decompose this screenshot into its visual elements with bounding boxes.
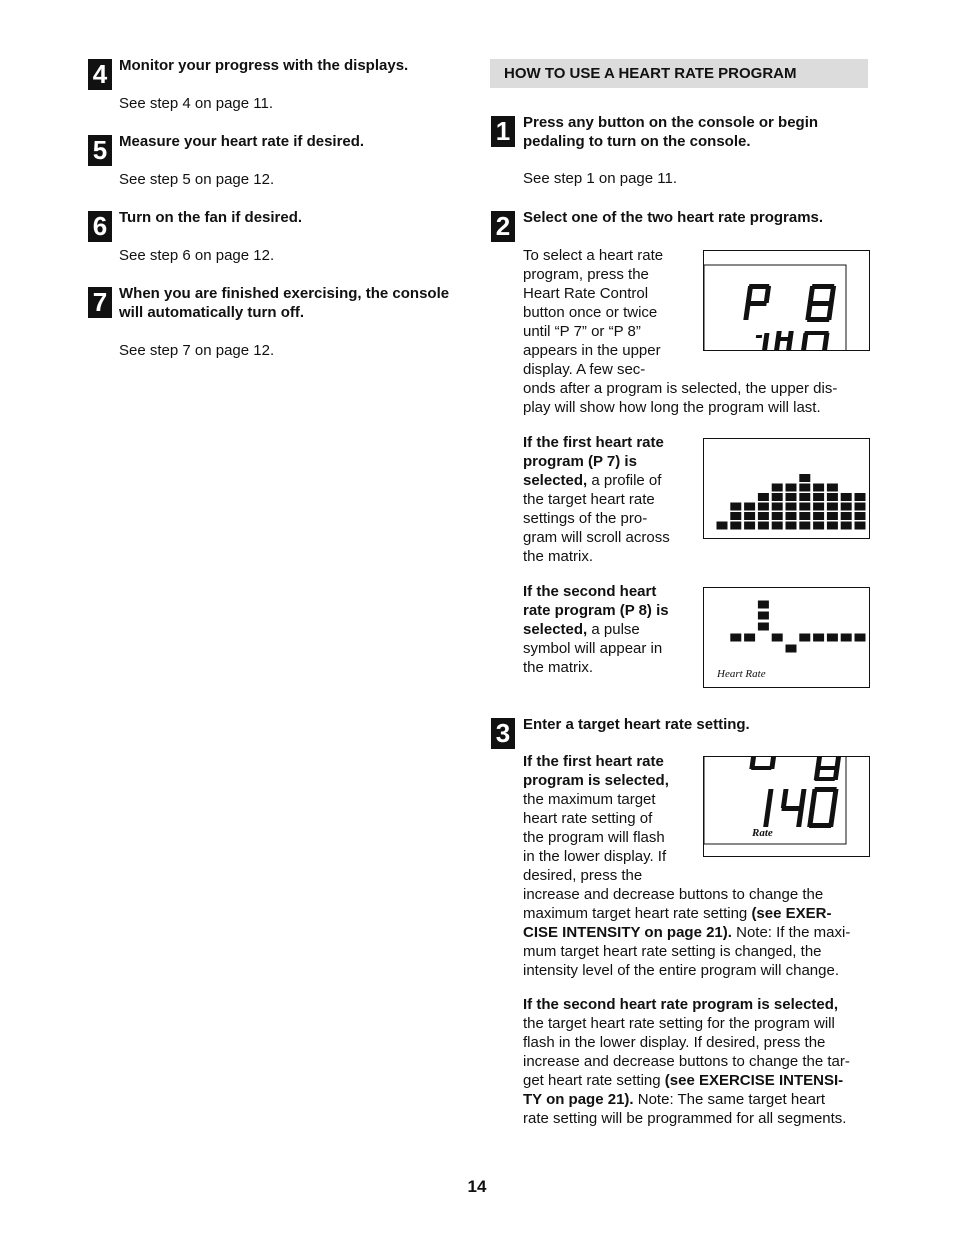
step-4-title: Monitor your progress with the displays. xyxy=(119,57,409,74)
step-6-body: See step 6 on page 12. xyxy=(119,247,275,264)
matrix-cell xyxy=(826,493,838,502)
text-run: selected, xyxy=(523,472,588,489)
text-run: (see EXERCISE INTENSI- xyxy=(664,1072,844,1089)
matrix-cell xyxy=(840,502,852,511)
text-run: TY on page 21). xyxy=(523,1091,634,1108)
text-line: program is selected, xyxy=(523,772,669,789)
text-run: (see EXER- xyxy=(751,905,832,922)
step-3-title: Enter a target heart rate setting. xyxy=(523,716,750,733)
step-5-title: Measure your heart rate if desired. xyxy=(119,133,365,150)
text-line: until “P 7” or “P 8” xyxy=(523,323,641,340)
step-7-title-line1: When you are finished exercising, the console xyxy=(119,285,450,302)
matrix-cell xyxy=(744,633,756,642)
matrix-cell xyxy=(716,521,728,530)
matrix-cell xyxy=(785,521,797,530)
matrix-cell xyxy=(771,512,783,521)
matrix-cell xyxy=(813,493,825,502)
matrix-cell xyxy=(744,512,756,521)
step-1-body: See step 1 on page 11. xyxy=(523,170,678,187)
text-line: display. A few sec- xyxy=(523,361,646,378)
matrix-cell xyxy=(840,633,852,642)
matrix-cell xyxy=(730,633,742,642)
step-2-title: Select one of the two heart rate programs. xyxy=(523,209,824,226)
text-run: selected, xyxy=(523,621,588,638)
matrix-profile-graphic xyxy=(704,439,869,538)
console-display-140 xyxy=(703,756,870,857)
text-run: a profile of xyxy=(587,472,662,489)
text-line: the matrix. xyxy=(523,548,594,565)
matrix-cell xyxy=(826,512,838,521)
text-line: heart rate setting of xyxy=(523,810,653,827)
text-line: onds after a program is selected, the upper dis- xyxy=(523,380,838,397)
text-line: mum target heart rate setting is changed, the xyxy=(523,943,822,960)
step-5-body: See step 5 on page 12. xyxy=(119,171,275,188)
matrix-cell xyxy=(854,633,866,642)
matrix-cell xyxy=(771,521,783,530)
step-number-6: 6 xyxy=(88,211,112,242)
matrix-cell xyxy=(771,493,783,502)
matrix-label: Heart Rate xyxy=(717,668,766,680)
matrix-cell xyxy=(826,483,838,492)
matrix-cell xyxy=(799,633,811,642)
text-line: the matrix. xyxy=(523,659,594,676)
matrix-cell xyxy=(771,633,783,642)
matrix-cell xyxy=(813,502,825,511)
matrix-cell xyxy=(757,502,769,511)
matrix-cell xyxy=(840,493,852,502)
text-line xyxy=(523,904,850,923)
matrix-cell xyxy=(744,502,756,511)
step-7-body: See step 7 on page 12. xyxy=(119,342,275,359)
step-3-paragraph-2 xyxy=(523,995,850,1128)
text-line: Heart Rate Control xyxy=(523,285,649,302)
step-7-title-line2: will automatically turn off. xyxy=(119,304,305,321)
text-line: flash in the lower display. If desired, press the xyxy=(523,1034,826,1051)
text-line xyxy=(523,1071,850,1090)
text-run: Note: The same target heart xyxy=(633,1091,826,1108)
text-line xyxy=(523,923,850,942)
matrix-cell xyxy=(799,521,811,530)
matrix-cell xyxy=(785,502,797,511)
text-line: appears in the upper xyxy=(523,342,661,359)
text-line: If the first heart rate xyxy=(523,434,664,451)
matrix-cell xyxy=(854,521,866,530)
step-number-3: 3 xyxy=(491,718,515,749)
text-line: the target heart rate xyxy=(523,491,655,508)
text-line: To select a heart rate xyxy=(523,247,664,264)
step-1-title-line2: pedaling to turn on the console. xyxy=(523,133,751,150)
text-line: increase and decrease buttons to change the xyxy=(523,886,824,903)
text-line xyxy=(523,1090,850,1109)
matrix-cell xyxy=(799,474,811,483)
text-line: in the lower display. If xyxy=(523,848,667,865)
matrix-cell xyxy=(813,521,825,530)
matrix-cell xyxy=(730,502,742,511)
text-line: rate program (P 8) is xyxy=(523,602,669,619)
text-run: Note: If the maxi- xyxy=(731,924,851,941)
text-line xyxy=(523,471,670,490)
text-line: desired, press the xyxy=(523,867,643,884)
matrix-cell xyxy=(757,622,769,631)
matrix-cell xyxy=(785,644,797,653)
matrix-cell xyxy=(840,512,852,521)
matrix-cell xyxy=(826,502,838,511)
matrix-cell xyxy=(730,521,742,530)
matrix-cell xyxy=(799,493,811,502)
step-1-title-line1: Press any button on the console or begin xyxy=(523,114,819,131)
display-140-graphic xyxy=(704,757,869,856)
text-line: the target heart rate setting for the program will xyxy=(523,1015,835,1032)
step-number-2: 2 xyxy=(491,211,515,242)
text-line: rate setting will be programmed for all segments. xyxy=(523,1110,847,1127)
text-run: get heart rate setting xyxy=(523,1072,665,1089)
display-digits-graphic xyxy=(704,251,869,350)
matrix-cell xyxy=(757,512,769,521)
matrix-cell xyxy=(757,611,769,620)
step-6-title: Turn on the fan if desired. xyxy=(119,209,303,226)
text-line: gram will scroll across xyxy=(523,529,670,546)
matrix-cell xyxy=(799,502,811,511)
matrix-cell xyxy=(799,512,811,521)
text-line xyxy=(523,620,669,639)
matrix-cell xyxy=(757,493,769,502)
matrix-cell xyxy=(840,521,852,530)
text-line: If the second heart rate program is selected, xyxy=(523,996,839,1013)
text-line: symbol will appear in xyxy=(523,640,663,657)
text-line: play will show how long the program will last. xyxy=(523,399,821,416)
page-number: 14 xyxy=(467,1177,487,1196)
matrix-cell xyxy=(785,483,797,492)
matrix-cell xyxy=(785,493,797,502)
section-header-text: HOW TO USE A HEART RATE PROGRAM xyxy=(504,65,797,82)
matrix-cell xyxy=(813,512,825,521)
matrix-cell xyxy=(744,521,756,530)
matrix-cell xyxy=(771,502,783,511)
step-number-7: 7 xyxy=(88,287,112,318)
matrix-cell xyxy=(813,483,825,492)
matrix-cell xyxy=(854,512,866,521)
step-2-paragraph-2 xyxy=(523,433,670,566)
text-run: maximum target heart rate setting xyxy=(523,905,752,922)
text-run: a pulse xyxy=(587,621,640,638)
matrix-cell xyxy=(757,600,769,609)
step-number-5: 5 xyxy=(88,135,112,166)
matrix-cell xyxy=(854,493,866,502)
display-label-rate: Rate xyxy=(752,827,773,839)
text-line: program (P 7) is xyxy=(523,453,637,470)
text-run: CISE INTENSITY on page 21). xyxy=(523,924,732,941)
matrix-cell xyxy=(826,521,838,530)
step-2-paragraph-3 xyxy=(523,582,669,677)
step-4-body: See step 4 on page 11. xyxy=(119,95,274,112)
matrix-cell xyxy=(757,521,769,530)
text-line: the maximum target xyxy=(523,791,656,808)
matrix-cell xyxy=(730,512,742,521)
text-line: settings of the pro- xyxy=(523,510,648,527)
text-line: increase and decrease buttons to change the tar- xyxy=(523,1053,850,1070)
text-line: If the first heart rate xyxy=(523,753,664,770)
matrix-cell xyxy=(826,633,838,642)
matrix-cell xyxy=(785,512,797,521)
console-display-p8 xyxy=(703,250,870,351)
text-line: button once or twice xyxy=(523,304,658,321)
section-header xyxy=(490,59,868,88)
text-line: If the second heart xyxy=(523,583,657,600)
matrix-cell xyxy=(771,483,783,492)
matrix-cell xyxy=(854,502,866,511)
step-number-1: 1 xyxy=(491,116,515,147)
text-line: intensity level of the entire program will change. xyxy=(523,962,839,979)
step-number-4: 4 xyxy=(88,59,112,90)
matrix-cell xyxy=(799,483,811,492)
matrix-pulse-display xyxy=(703,587,870,688)
matrix-profile-display xyxy=(703,438,870,539)
text-line: the program will flash xyxy=(523,829,665,846)
matrix-cell xyxy=(813,633,825,642)
text-line: program, press the xyxy=(523,266,649,283)
